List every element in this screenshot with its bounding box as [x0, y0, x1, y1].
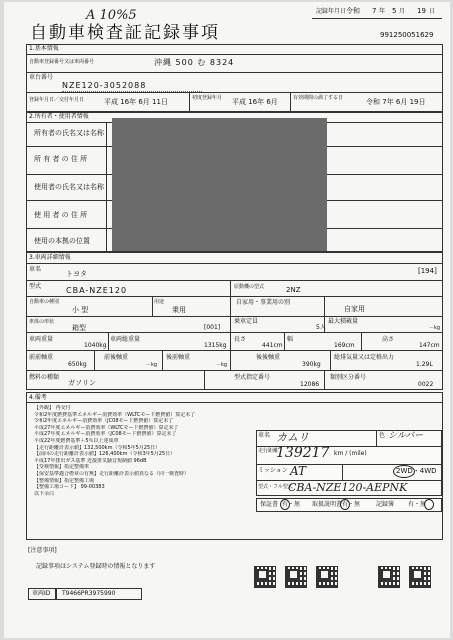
height-label: 高さ	[382, 336, 395, 343]
type-designation-value: 12086	[300, 381, 320, 388]
date-underline	[312, 18, 442, 19]
manual-options: 有・無	[342, 501, 361, 508]
width-label: 幅	[287, 336, 294, 343]
divider	[284, 332, 285, 350]
gross-weight-value: 1315kg	[204, 342, 227, 349]
maker-value: トヨタ	[66, 270, 87, 278]
owner-address-label: 所 有 者 の 住 所	[34, 155, 88, 163]
divider	[26, 370, 443, 371]
memo-color-label: 色	[379, 432, 386, 439]
year-unit: 年	[379, 8, 386, 15]
registration-date-label: 登録年月日／交付年月日	[29, 97, 85, 103]
vehicle-id-label: 車両ID	[32, 590, 51, 597]
model-label: 型式	[29, 283, 42, 290]
record-circle-mark	[424, 499, 434, 510]
memo-transmission-label: ミッション	[258, 467, 288, 474]
remarks-header: 4.備考	[29, 394, 47, 401]
divider	[230, 350, 231, 370]
use-label: 用途	[154, 299, 165, 305]
chassis-value: NZE120-3052088	[62, 81, 147, 90]
capacity-label: 乗車定員	[234, 318, 259, 325]
plate-label: 自動車登録番号又は車両番号	[29, 59, 95, 65]
issue-year: 7	[372, 7, 377, 15]
memo-color-value: シルバー	[388, 431, 424, 441]
length-value: 441cm	[262, 342, 283, 349]
divider	[152, 296, 153, 316]
front-rear-axle-label: 前後軸重	[104, 354, 129, 361]
month-unit: 月	[399, 8, 406, 15]
qr-code-4	[378, 566, 400, 588]
kind-label: 自動車の種別	[29, 299, 60, 305]
use-value: 乗用	[172, 306, 186, 314]
remarks-line: 【保安基準適合標章の有無】走行距離計表示値異なる（同一検査時）	[34, 470, 190, 477]
issue-era: 令和	[346, 7, 360, 15]
divider	[230, 332, 231, 350]
rear-front-axle-label: 後前軸重	[166, 354, 191, 361]
divider	[361, 332, 362, 350]
remarks-line: 令和2年度燃費基準エネルギー消費効率（WLTCモード燃費値）算定未了	[34, 411, 196, 418]
remarks-line: 【前回の走行距離計表示値】126,400km（令和3年5月25日）	[34, 451, 176, 458]
max-load-value: －kg	[429, 325, 441, 331]
divider	[26, 72, 443, 73]
kind-value: 小 型	[72, 306, 89, 314]
notes-line: 記録事項はシステム登録時の情報となります	[36, 563, 156, 570]
qr-code-2	[285, 566, 307, 588]
divider	[376, 430, 377, 446]
user-address-label: 使 用 者 の 住 所	[34, 211, 88, 219]
divider	[26, 350, 443, 351]
body-label: 車体の形状	[29, 319, 55, 325]
chassis-label: 車台番号	[29, 74, 54, 81]
issue-month: 5	[392, 7, 397, 15]
qr-code-1	[254, 566, 276, 588]
remarks-line: 【走行距離計表示値】132,500km（令和5年5月25日）	[34, 444, 161, 451]
first-registration-label: 初度登録年月	[192, 95, 223, 101]
type-designation-label: 型式指定番号	[234, 374, 271, 381]
remarks-line: 【外観】 再交付	[34, 405, 71, 411]
divider	[330, 350, 331, 370]
remarks-line: 【整備工場コード】 99-00383	[34, 484, 105, 491]
rear-rear-axle-label: 後後軸重	[256, 354, 281, 361]
memo-car-name-value: カムリ	[276, 431, 309, 444]
warranty-options: 有・無	[282, 501, 301, 508]
private-business-label: 自家用・事業用の別	[236, 299, 291, 306]
owner-name-label: 所有者の氏名又は名称	[34, 129, 104, 137]
memo-drive-value: 2WD・4WD	[396, 467, 437, 475]
height-value: 147cm	[419, 342, 440, 349]
owner-user-header: 2.所有者・使用者情報	[29, 113, 89, 120]
maker-label: 車名	[29, 266, 42, 273]
redaction-block	[112, 118, 327, 251]
divider	[108, 332, 109, 350]
inspection-record-document	[4, 2, 450, 638]
record-label: 記録簿	[376, 501, 395, 508]
remarks-list	[34, 405, 274, 497]
divider	[106, 122, 107, 252]
handwritten-note: A 10%5	[86, 8, 137, 23]
qr-code-5	[409, 566, 431, 588]
memo-car-name-label: 車名	[258, 432, 271, 439]
width-value: 169cm	[334, 342, 355, 349]
divider	[26, 402, 443, 403]
divider	[342, 464, 343, 480]
registration-date-value: 平成 16年 6月 11日	[104, 98, 168, 106]
model-value: CBA-NZE120	[66, 286, 128, 295]
engine-value: 2NZ	[286, 286, 301, 294]
displacement-label: 総排気量又は定格出力	[334, 354, 395, 361]
divider	[290, 92, 291, 112]
page-title: 自動車検査証記録事項	[30, 23, 220, 43]
remarks-line: 平成27年度エネルギー消費効率（WLTCモード燃費値）算定未了	[34, 424, 179, 431]
front-front-axle-label: 前前軸重	[29, 354, 54, 361]
divider	[162, 350, 163, 370]
front-rear-axle-value: －kg	[146, 362, 158, 368]
memo-fullmodel-label: 型式・フル型式	[258, 484, 293, 490]
remarks-line: 以下余白	[34, 490, 55, 497]
divider	[324, 296, 325, 316]
classification-label: 類別区分番号	[330, 374, 367, 381]
classification-value: 0022	[418, 381, 434, 388]
body-value: 箱型	[72, 324, 86, 332]
manual-label: 取扱説明書	[312, 501, 343, 508]
vehicle-id-value: T9466PR3975990	[62, 590, 116, 597]
basic-info-header: 1.基本情報	[29, 45, 59, 52]
displacement-value: 1.29L	[416, 361, 433, 368]
front-front-axle-value: 650kg	[68, 361, 87, 368]
memo-distance-label: 走行距離	[258, 448, 279, 454]
divider	[26, 332, 443, 333]
remarks-line: 【受検情報】指定整備車	[34, 464, 90, 471]
private-business-value: 自家用	[344, 305, 365, 313]
capacity-value: 5人	[316, 324, 326, 331]
divider	[26, 92, 443, 93]
weight-label: 車両重量	[29, 336, 54, 343]
expiry-label: 有効期間の満了する日	[293, 95, 344, 101]
body-code: [001]	[204, 324, 221, 331]
manual-circle-mark	[340, 499, 350, 510]
divider	[94, 350, 95, 370]
rear-rear-axle-value: 390kg	[302, 361, 321, 368]
fuel-value: ガソリン	[68, 379, 96, 387]
warranty-circle-mark	[280, 499, 290, 510]
issue-day: 19	[417, 7, 426, 15]
memo-transmission-value: AT	[290, 464, 307, 478]
issue-date-label: 記録年月日	[316, 8, 347, 15]
memo-distance-value: 139217	[276, 445, 330, 461]
document-number: 991250051629	[380, 31, 434, 39]
divider	[26, 280, 443, 281]
first-registration-value: 平成 16年 6月	[232, 98, 278, 106]
divider	[230, 296, 231, 316]
divider	[324, 316, 325, 332]
fuel-label: 燃料の種類	[29, 374, 60, 381]
remarks-line: 平成17年排出ガス基準 近接排気騒音規制値 96dB	[34, 457, 147, 464]
day-unit: 日	[429, 8, 436, 15]
divider	[230, 280, 231, 296]
gross-weight-label: 車両総重量	[110, 336, 141, 343]
memo-fullmodel-value: CBA-NZE120-AEPNK	[288, 481, 408, 494]
maker-code: [194]	[418, 267, 437, 275]
length-label: 長さ	[234, 336, 247, 343]
memo-distance-unit: km / (mile)	[334, 450, 367, 457]
user-name-label: 使用者の氏名又は名称	[34, 183, 104, 191]
record-options: 有・無	[408, 501, 427, 508]
remarks-line: 【整備情報】指定整備工場	[34, 477, 95, 484]
plate-value: 沖縄 500 む 8324	[154, 58, 235, 67]
qr-code-3	[316, 566, 338, 588]
divider	[26, 54, 443, 55]
weight-value: 1040kg	[84, 342, 107, 349]
warranty-label: 保証書	[260, 501, 279, 508]
divider	[230, 316, 231, 332]
drive-circle-mark	[393, 465, 415, 478]
vehicle-detail-header: 3.車両詳細情報	[29, 254, 71, 261]
divider	[26, 316, 443, 317]
base-location-label: 使用の本拠の位置	[34, 237, 90, 245]
remarks-line: 令和2年度エネルギー消費効率（JC08モード燃費値）算定未了	[34, 418, 174, 425]
notes-header: [注意事項]	[28, 547, 57, 554]
divider	[204, 370, 205, 390]
rear-front-axle-value: －kg	[216, 362, 228, 368]
remarks-line: 平成27年度エネルギー消費効率（JC08モード燃費値）算定未了	[34, 431, 177, 438]
divider	[256, 464, 442, 465]
max-load-label: 最大積載量	[328, 318, 359, 325]
divider	[26, 296, 443, 297]
divider	[324, 370, 325, 390]
divider	[189, 92, 190, 112]
expiry-value: 令和 7年 6月 19日	[366, 98, 426, 106]
divider	[26, 263, 443, 264]
remarks-line: 平成22年度燃費基準＋5％以上達成車	[34, 437, 119, 444]
engine-label: 原動機の型式	[234, 284, 265, 290]
